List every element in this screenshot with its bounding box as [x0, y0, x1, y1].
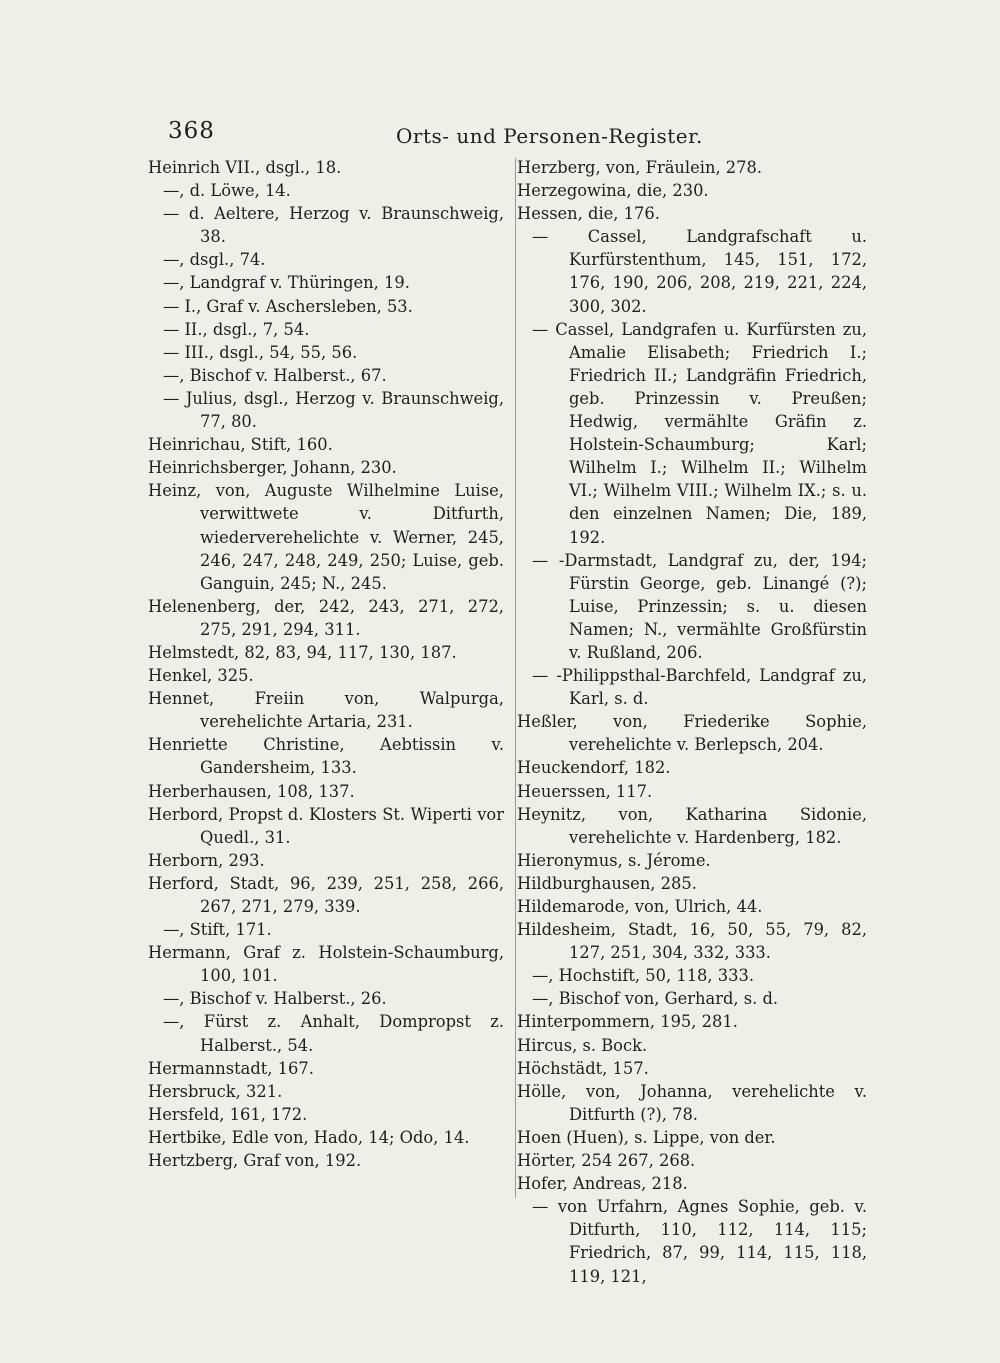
index-entry: —, d. Löwe, 14.	[163, 181, 291, 201]
index-entry: Heuckendorf, 182.	[517, 758, 671, 778]
index-entry: Herzegowina, die, 230.	[517, 181, 709, 201]
index-entry: Hircus, s. Bock.	[517, 1035, 648, 1055]
index-entry: Heuerssen, 117.	[517, 781, 653, 801]
index-entry: —, Landgraf v. Thüringen, 19.	[163, 273, 410, 293]
index-entry: —, Bischof von, Gerhard, s. d.	[532, 989, 779, 1009]
index-entry: Hersfeld, 161, 172.	[148, 1104, 308, 1124]
running-head: Orts- und Personen-Register.	[396, 124, 703, 148]
index-entry: —, Bischof v. Halberst., 26.	[163, 989, 387, 1009]
index-entry: Herford, Stadt, 96, 239, 251, 258, 266, 267, 271, 279, 339.	[148, 873, 504, 916]
right-column	[517, 156, 867, 1288]
index-entry: — Julius, dsgl., Herzog v. Braunschweig, 77, 80.	[163, 388, 504, 432]
index-entry: — I., Graf v. Aschersleben, 53.	[163, 296, 413, 316]
index-entry: Hildburghausen, 285.	[517, 873, 697, 893]
index-entry: Hieronymus, s. Jérome.	[517, 850, 711, 870]
index-entry: Hölle, von, Johanna, verehelichte v. Ditfurth (?), 78.	[517, 1081, 867, 1124]
index-entry: —, Stift, 171.	[163, 920, 272, 940]
index-entry: Hertbike, Edle von, Hado, 14; Odo, 14.	[148, 1127, 470, 1147]
index-entry: — -Darmstadt, Landgraf zu, der, 194; Fürstin George, geb. Linangé (?); Luise, Prinzessin; s. u. diesen Namen; N., vermählte Großfürstin v. Rußland, 206.	[532, 550, 867, 662]
index-entry: Hofer, Andreas, 218.	[517, 1174, 688, 1194]
index-entry: Heynitz, von, Katharina Sidonie, verehelichte v. Hardenberg, 182.	[517, 804, 867, 847]
index-entry: Hermannstadt, 167.	[148, 1058, 314, 1078]
index-entry: Heinz, von, Auguste Wilhelmine Luise, verwittwete v. Ditfurth, wiederverehelichte v. Werner, 245, 246, 247, 248, 249, 250; Luise, geb. Ganguin, 245; N., 245.	[148, 481, 504, 593]
index-entry: Heinrich VII., dsgl., 18.	[148, 158, 342, 177]
index-entry: —, dsgl., 74.	[163, 250, 266, 270]
index-entry: Hinterpommern, 195, 281.	[517, 1012, 738, 1032]
index-entry: Hessen, die, 176.	[517, 204, 660, 224]
index-entry: Hersbruck, 321.	[148, 1081, 283, 1101]
index-entry: —, Fürst z. Anhalt, Dompropst z. Halberst., 54.	[163, 1012, 504, 1055]
index-entry: Herborn, 293.	[148, 850, 265, 870]
index-entry: —, Hochstift, 50, 118, 333.	[532, 966, 755, 986]
index-entry: — von Urfahrn, Agnes Sophie, geb. v. Ditfurth, 110, 112, 114, 115; Friedrich, 87, 99, 114, 115, 118, 119, 121,	[532, 1197, 867, 1286]
index-entry: Hildesheim, Stadt, 16, 50, 55, 79, 82, 127, 251, 304, 332, 333.	[517, 920, 867, 963]
index-entry: Hermann, Graf z. Holstein-Schaumburg, 100, 101.	[148, 943, 504, 986]
index-entry: — III., dsgl., 54, 55, 56.	[163, 342, 358, 362]
index-entry: Heßler, von, Friederike Sophie, verehelichte v. Berlepsch, 204.	[517, 712, 867, 755]
index-entry: Herzberg, von, Fräulein, 278.	[517, 158, 763, 177]
index-entry: —, Bischof v. Halberst., 67.	[163, 365, 387, 385]
index-entry: Herbord, Propst d. Klosters St. Wiperti vor Quedl., 31.	[148, 804, 504, 847]
page-number: 368	[168, 118, 215, 144]
index-entry: — d. Aeltere, Herzog v. Braunschweig, 38.	[163, 204, 504, 247]
index-entry: Hildemarode, von, Ulrich, 44.	[517, 897, 763, 916]
left-column	[148, 156, 504, 1172]
index-entry: Helmstedt, 82, 83, 94, 117, 130, 187.	[148, 642, 457, 662]
index-entry: Hoen (Huen), s. Lippe, von der.	[517, 1127, 776, 1147]
index-entry: Heinrichau, Stift, 160.	[148, 435, 333, 455]
index-entry: Höchstädt, 157.	[517, 1058, 649, 1078]
index-entry: Henkel, 325.	[148, 666, 254, 686]
index-entry: — II., dsgl., 7, 54.	[163, 319, 310, 339]
index-entry: Hertzberg, Graf von, 192.	[148, 1151, 362, 1171]
index-entry: — Cassel, Landgrafschaft u. Kurfürstenthum, 145, 151, 172, 176, 190, 206, 208, 219, 221, 224, 300, 302.	[532, 227, 867, 316]
index-entry: Heinrichsberger, Johann, 230.	[148, 458, 397, 478]
index-entry: Hennet, Freiin von, Walpurga, verehelichte Artaria, 231.	[148, 689, 504, 732]
index-entry: Helenenberg, der, 242, 243, 271, 272, 275, 291, 294, 311.	[148, 596, 504, 639]
index-entry: Henriette Christine, Aebtissin v. Gandersheim, 133.	[148, 735, 504, 778]
column-divider	[515, 158, 516, 1198]
index-entry: Herberhausen, 108, 137.	[148, 781, 355, 801]
index-entry: — -Philippsthal-Barchfeld, Landgraf zu, Karl, s. d.	[532, 666, 867, 709]
index-entry: — Cassel, Landgrafen u. Kurfürsten zu, Amalie Elisabeth; Friedrich I.; Friedrich II.; Landgräfin Friedrich, geb. Prinzessin v. Preußen; Hedwig, vermählte Gräfin z. Holstein-Schaumburg; Karl; Wilhelm I.; Wilhelm II.; Wilhelm VI.; Wilhelm VIII.; Wilhelm IX.; s. u. den einzelnen Namen; Die, 189, 192.	[532, 319, 867, 547]
index-entry: Hörter, 254 267, 268.	[517, 1151, 696, 1171]
